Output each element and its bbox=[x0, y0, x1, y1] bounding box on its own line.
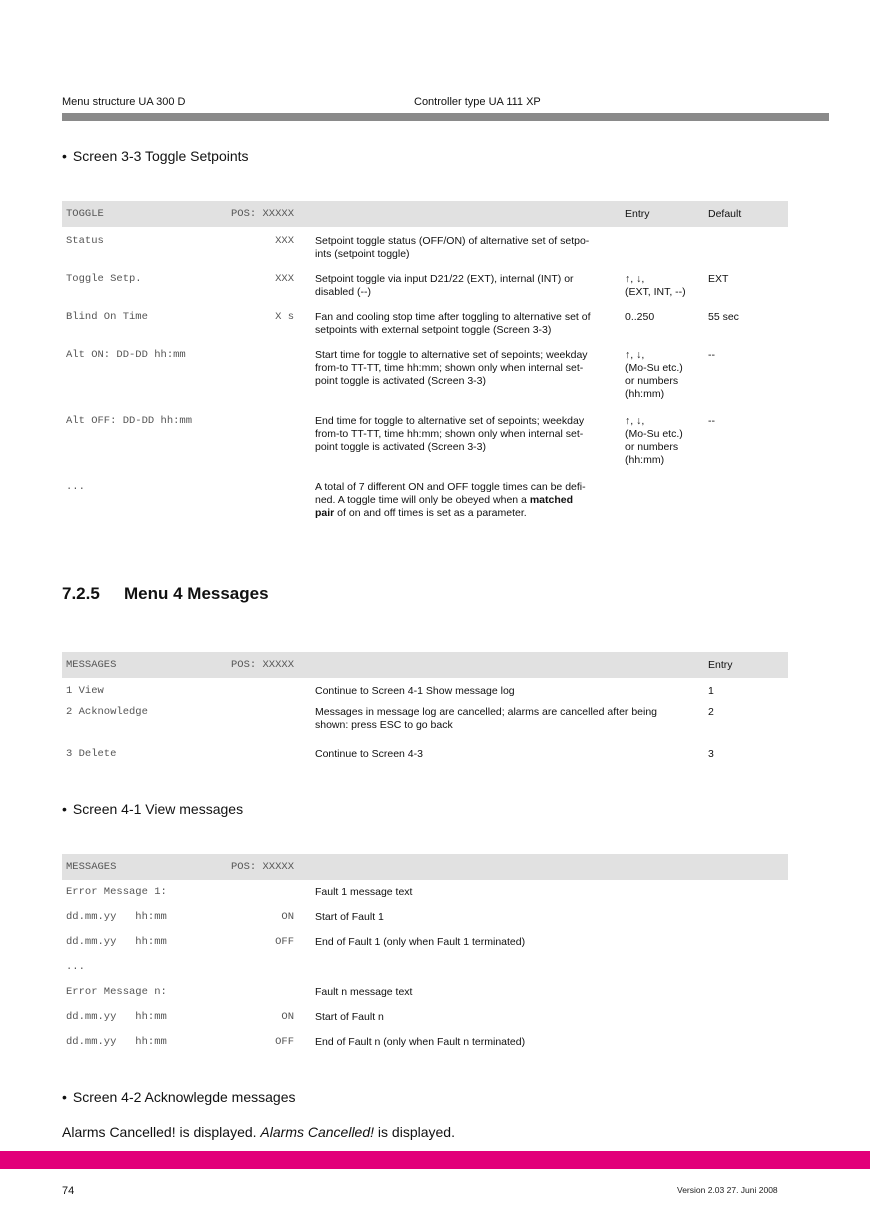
cell-entry: 3 bbox=[708, 748, 714, 760]
desc-bold-text: matched pair bbox=[315, 494, 573, 519]
cell-default: EXT bbox=[708, 273, 729, 285]
header-bar bbox=[62, 113, 829, 121]
cell-parameter: Error Message 1: bbox=[66, 886, 167, 898]
table-row bbox=[62, 930, 788, 955]
cell-default: -- bbox=[708, 415, 715, 427]
cell-entry: 2 bbox=[708, 706, 714, 718]
cell-parameter: Alt OFF: DD-DD hh:mm bbox=[66, 415, 193, 427]
cell-description: Setpoint toggle via input D21/22 (EXT), internal (INT) or disabled (--) bbox=[315, 273, 574, 298]
cell-description: Start of Fault 1 bbox=[315, 911, 384, 923]
header-col1: MESSAGES bbox=[66, 659, 117, 671]
cell-parameter: dd.mm.yy hh:mm bbox=[66, 1036, 167, 1048]
desc-text: A total of 7 different ON and OFF toggle times can be defi- ned. A toggle time will only be obeyed when a bbox=[315, 481, 586, 506]
table-row bbox=[62, 1005, 788, 1030]
cell-parameter: Alt ON: DD-DD hh:mm bbox=[66, 349, 186, 361]
table-row bbox=[62, 980, 788, 1005]
header-entry: Entry bbox=[625, 208, 650, 220]
cell-parameter: ... bbox=[66, 481, 85, 493]
cell-description: End time for toggle to alternative set of sepoints; weekday from-to TT-TT, time hh:mm; shown only when internal set- point toggle is activated (Screen 3-3) bbox=[315, 415, 585, 453]
footer-bar bbox=[0, 1151, 870, 1169]
cell-parameter: Error Message n: bbox=[66, 986, 167, 998]
version-info: Version 2.03 27. Juni 2008 bbox=[677, 1185, 778, 1195]
cell-description: Start of Fault n bbox=[315, 1011, 384, 1023]
table-row bbox=[62, 227, 788, 265]
header-col2: POS: XXXXX bbox=[230, 208, 294, 220]
header-left: Menu structure UA 300 D bbox=[62, 96, 186, 108]
cell-parameter: Toggle Setp. bbox=[66, 273, 142, 285]
menu-item-label: 1 View bbox=[66, 685, 104, 697]
section-heading: 7.2.5 Menu 4 Messages bbox=[62, 584, 269, 603]
cell-description: Continue to Screen 4-3 bbox=[315, 748, 423, 760]
table-row bbox=[62, 678, 788, 699]
cell-entry: 0..250 bbox=[625, 311, 655, 323]
desc-text: of on and off times is set as a parameter. bbox=[334, 507, 527, 519]
cell-entry: ↑, ↓, (Mo-Su etc.) or numbers (hh:mm) bbox=[625, 349, 683, 400]
cell-description: Setpoint toggle status (OFF/ON) of alternative set of setpo- ints (setpoint toggle) bbox=[315, 235, 590, 260]
menu-item-label: 3 Delete bbox=[66, 748, 117, 760]
cell-value: OFF bbox=[275, 1036, 294, 1048]
cell-description bbox=[315, 481, 625, 520]
cell-parameter: dd.mm.yy hh:mm bbox=[66, 1011, 167, 1023]
table-row bbox=[62, 303, 788, 341]
cell-value: ON bbox=[281, 1011, 294, 1023]
table-row bbox=[62, 905, 788, 930]
cell-description: Continue to Screen 4-1 Show message log bbox=[315, 685, 515, 697]
cell-description: Start time for toggle to alternative set of sepoints; weekday from-to TT-TT, time hh:mm; shown only when internal set- point toggle is activated (Screen 3-3) bbox=[315, 349, 588, 387]
header-default: Default bbox=[708, 208, 742, 220]
table-header bbox=[62, 854, 788, 880]
cell-description: Fault 1 message text bbox=[315, 886, 413, 898]
cell-parameter: Status bbox=[66, 235, 104, 247]
screen-4-2-text: Alarms Cancelled! is displayed. Alarms Cancelled! is displayed. bbox=[62, 1124, 455, 1140]
table-row bbox=[62, 407, 788, 473]
screen-3-3-title: • Screen 3-3 Toggle Setpoints bbox=[62, 148, 249, 164]
table-row bbox=[62, 265, 788, 303]
table-row bbox=[62, 955, 788, 980]
screen-4-2-title: • Screen 4-2 Acknowlegde messages bbox=[62, 1089, 296, 1105]
table-row bbox=[62, 699, 788, 741]
bullet-icon: • bbox=[62, 1089, 67, 1105]
view-messages-table bbox=[62, 854, 788, 1055]
table-header bbox=[62, 652, 788, 678]
table-row bbox=[62, 341, 788, 407]
cell-value: XXX bbox=[275, 235, 294, 247]
cell-parameter: Blind On Time bbox=[66, 311, 148, 323]
header-col1: TOGGLE bbox=[66, 208, 104, 220]
header-col2: POS: XXXXX bbox=[230, 861, 294, 873]
header-col2: POS: XXXXX bbox=[230, 659, 294, 671]
cell-entry: 1 bbox=[708, 685, 714, 697]
cell-parameter: ... bbox=[66, 961, 85, 973]
cell-parameter: dd.mm.yy hh:mm bbox=[66, 936, 167, 948]
messages-menu-table bbox=[62, 652, 788, 767]
header-entry: Entry bbox=[708, 659, 733, 671]
page-number: 74 bbox=[62, 1185, 75, 1197]
bullet-icon: • bbox=[62, 148, 67, 164]
cell-default: 55 sec bbox=[708, 311, 739, 323]
cell-entry: ↑, ↓, (EXT, INT, --) bbox=[625, 273, 686, 298]
cell-description: Fault n message text bbox=[315, 986, 413, 998]
cell-description: Messages in message log are cancelled; alarms are cancelled after being shown: press ESC to go back bbox=[315, 706, 658, 731]
menu-item-label: 2 Acknowledge bbox=[66, 706, 148, 718]
table-row bbox=[62, 741, 788, 767]
screen-4-1-title: • Screen 4-1 View messages bbox=[62, 801, 244, 817]
cell-value: X s bbox=[275, 311, 294, 323]
cell-entry: ↑, ↓, (Mo-Su etc.) or numbers (hh:mm) bbox=[625, 415, 683, 466]
table-row bbox=[62, 1030, 788, 1055]
cell-default: -- bbox=[708, 349, 715, 361]
table-header bbox=[62, 201, 788, 227]
table-row bbox=[62, 473, 788, 517]
cell-parameter: dd.mm.yy hh:mm bbox=[66, 911, 167, 923]
cell-description: End of Fault n (only when Fault n terminated) bbox=[315, 1036, 526, 1048]
bullet-icon: • bbox=[62, 801, 67, 817]
table-row bbox=[62, 880, 788, 905]
toggle-table bbox=[62, 201, 788, 517]
header-center: Controller type UA 111 XP bbox=[414, 96, 541, 108]
cell-description: Fan and cooling stop time after toggling to alternative set of setpoints with external setpoint toggle (Screen 3-3) bbox=[315, 311, 591, 336]
header-col1: MESSAGES bbox=[66, 861, 117, 873]
cell-value: OFF bbox=[275, 936, 294, 948]
cell-value: ON bbox=[281, 911, 294, 923]
cell-value: XXX bbox=[275, 273, 294, 285]
cell-description: End of Fault 1 (only when Fault 1 terminated) bbox=[315, 936, 526, 948]
